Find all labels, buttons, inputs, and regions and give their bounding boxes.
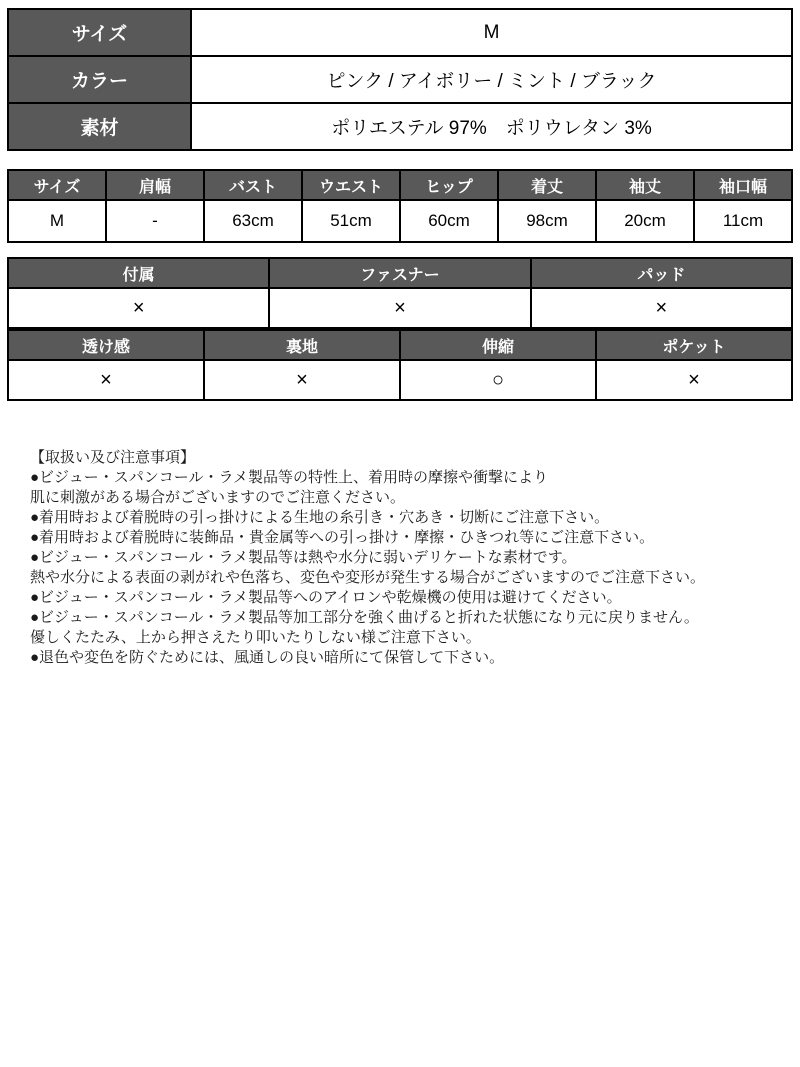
value-stretch: ○ — [400, 360, 596, 400]
value-accessory: × — [8, 288, 269, 328]
header-accessory: 付属 — [8, 258, 269, 288]
value-pocket: × — [596, 360, 792, 400]
header-pad: パッド — [531, 258, 792, 288]
care-note-line: ●着用時および着脱時に装飾品・貴金属等への引っ掛け・摩擦・ひきつれ等にご注意下さい。 — [30, 529, 655, 546]
measurement-header-row — [8, 170, 792, 200]
value-shoulder-width: - — [106, 200, 204, 242]
spec-label-size: サイズ — [8, 9, 191, 56]
care-notes — [7, 448, 793, 668]
care-note-line: ●ビジュー・スパンコール・ラメ製品等の特性上、着用時の摩擦や衝撃により — [30, 469, 549, 486]
feature1-value-row — [8, 288, 792, 328]
feature-table-1 — [7, 257, 793, 329]
value-length: 98cm — [498, 200, 596, 242]
header-pocket: ポケット — [596, 330, 792, 360]
care-note-line: ●ビジュー・スパンコール・ラメ製品等加工部分を強く曲げると折れた状態になり元に戻りません。 — [30, 609, 699, 626]
value-hip: 60cm — [400, 200, 498, 242]
spec-row-color — [8, 56, 792, 103]
spec-row-material — [8, 103, 792, 150]
spec-row-size — [8, 9, 792, 56]
spec-label-material: 素材 — [8, 103, 191, 150]
care-note-line: ●ビジュー・スパンコール・ラメ製品等は熱や水分に弱いデリケートな素材です。 — [30, 549, 577, 566]
value-size: M — [8, 200, 106, 242]
value-bust: 63cm — [204, 200, 302, 242]
value-sheerness: × — [8, 360, 204, 400]
feature2-header-row — [8, 330, 792, 360]
measurement-table — [7, 169, 793, 243]
header-sheerness: 透け感 — [8, 330, 204, 360]
header-stretch: 伸縮 — [400, 330, 596, 360]
spec-value-material: ポリエステル 97% ポリウレタン 3% — [191, 103, 792, 150]
value-waist: 51cm — [302, 200, 400, 242]
header-sleeve-length: 袖丈 — [596, 170, 694, 200]
header-bust: バスト — [204, 170, 302, 200]
value-sleeve-length: 20cm — [596, 200, 694, 242]
feature1-header-row — [8, 258, 792, 288]
value-fastener: × — [269, 288, 530, 328]
value-pad: × — [531, 288, 792, 328]
spec-table — [7, 8, 793, 151]
header-length: 着丈 — [498, 170, 596, 200]
feature2-value-row — [8, 360, 792, 400]
care-note-line: ●着用時および着脱時の引っ掛けによる生地の糸引き・穴あき・切断にご注意下さい。 — [30, 509, 610, 526]
care-note-line: 優しくたたみ、上から押さえたり叩いたりしない様ご注意下さい。 — [30, 629, 481, 646]
value-cuff-width: 11cm — [694, 200, 792, 242]
header-waist: ウエスト — [302, 170, 400, 200]
spec-value-color: ピンク / アイボリー / ミント / ブラック — [191, 56, 792, 103]
care-note-line: ●ビジュー・スパンコール・ラメ製品等へのアイロンや乾燥機の使用は避けてください。 — [30, 589, 622, 606]
care-notes-title: 【取扱い及び注意事項】 — [30, 449, 196, 466]
header-hip: ヒップ — [400, 170, 498, 200]
header-cuff-width: 袖口幅 — [694, 170, 792, 200]
header-shoulder-width: 肩幅 — [106, 170, 204, 200]
value-lining: × — [204, 360, 400, 400]
header-size: サイズ — [8, 170, 106, 200]
care-note-line: 熱や水分による表面の剥がれや色落ち、変色や変形が発生する場合がございますのでご注意下さい。 — [30, 569, 706, 586]
care-note-line: 肌に刺激がある場合がございますのでご注意ください。 — [30, 489, 406, 506]
spec-label-color: カラー — [8, 56, 191, 103]
spec-value-size: M — [191, 9, 792, 56]
header-fastener: ファスナー — [269, 258, 530, 288]
header-lining: 裏地 — [204, 330, 400, 360]
feature-table-2 — [7, 329, 793, 401]
care-note-line: ●退色や変色を防ぐためには、風通しの良い暗所にて保管して下さい。 — [30, 649, 505, 666]
measurement-value-row — [8, 200, 792, 242]
